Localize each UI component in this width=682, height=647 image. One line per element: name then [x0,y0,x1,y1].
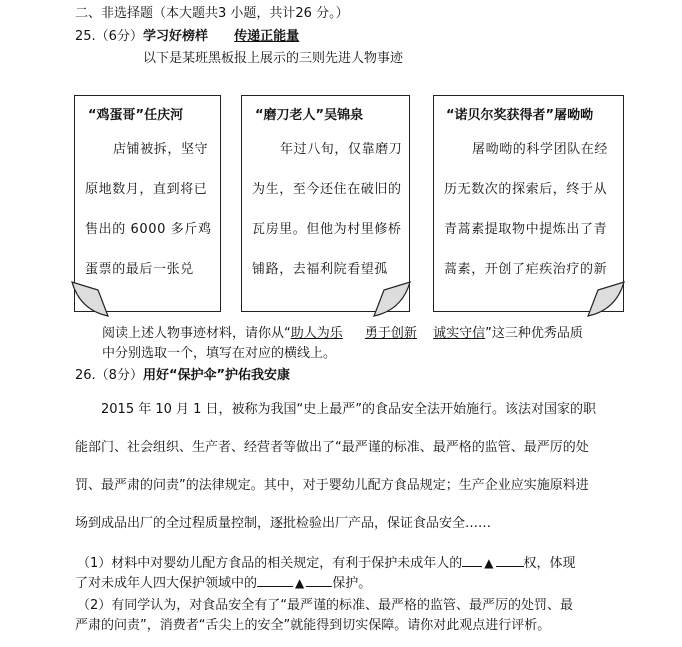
q26-sub1-text: 保护。 [332,576,372,591]
q26-number: 26.（8分） [75,368,143,383]
q26-sub1-line-1 [77,554,576,572]
card-1-line: 售出的 6000 多斤鸡 [85,222,212,237]
card-1-line: 店铺被拆，坚守 [113,142,209,157]
card-3-line: 青蒿素提取物中提炼出了青 [444,222,608,237]
card-3-line: 屠呦呦的科学团队在经 [472,142,609,157]
q25-header [75,29,299,45]
q25-number: 25.（6分） [75,29,143,44]
q25-task-line-1 [102,326,583,342]
page-curl-icon [372,280,412,320]
blank-marker-icon: ▲ [484,556,494,570]
q26-paragraph-line: 场到成品出厂的全过程质量控制，逐批检验出厂产品，保证食品安全…… [75,516,492,531]
answer-blank[interactable] [462,554,482,567]
q26-title: 用好“保护伞”护佑我安康 [142,368,291,383]
answer-blank[interactable] [306,574,332,587]
card-1-title: “鸡蛋哥”任庆河 [88,108,184,123]
q25-subtitle: 传递正能量 [234,29,300,44]
quality-option: 助人为乐 [290,326,343,341]
blank-marker-icon: ▲ [295,576,305,590]
card-2-line: 铺路，去福利院看望孤 [252,262,389,277]
card-2-line: 瓦房里。但他为村里修桥 [252,222,402,237]
q26-paragraph-line: 2015 年 10 月 1 日，被称为我国“史上最严”的食品安全法开始施行。该法对国家的职 [101,402,597,417]
card-1-line: 原地数月，直到将已 [85,182,208,197]
card-2-line: 年过八旬，仅靠磨刀 [280,142,403,157]
q25-task-text: 阅读上述人物事迹材料，请你从“ [102,326,291,341]
q26-sub1-line-2 [75,574,371,592]
quality-option: 勇于创新 [364,326,417,341]
q25-title: 学习好榜样 [142,29,208,44]
card-2-line: 为生，至今还住在破旧的 [252,182,402,197]
section-heading: 二、非选择题（本大题共3 小题，共计26 分。） [75,6,349,21]
q26-sub1-text: 了对未成年人四大保护领域中的 [75,576,258,591]
q26-paragraph-line: 罚、最严肃的问责”的法律规定。其中，对于婴幼儿配方食品规定；生产企业应实施原料进 [75,478,589,493]
card-1-line: 蛋票的最后一张兑 [85,262,194,277]
q26-sub1-text: （1）材料中对婴幼儿配方食品的相关规定，有利于保护未成年人的 [77,556,463,571]
card-2-title: “磨刀老人”吴锦泉 [255,108,364,123]
q26-paragraph-line: 能部门、社会组织、生产者、经营者等做出了“最严谨的标准、最严格的监管、最严厉的处 [75,440,589,455]
card-3-line: 历无数次的探索后，终于从 [444,182,608,197]
card-3-title: “诺贝尔奖获得者”屠呦呦 [446,108,594,123]
answer-blank[interactable] [257,574,293,587]
q26-sub2-line-1: （2）有同学认为，对食品安全有了“最严谨的标准、最严格的监管、最严厉的处罚、最 [77,598,574,613]
q25-task-line-2: 中分别选取一个，填写在对应的横线上。 [102,346,337,361]
page-curl-icon [586,280,626,320]
q26-sub1-text: 权，体现 [523,556,576,571]
q25-task-text: ”这三种优秀品质 [485,326,583,341]
quality-option: 诚实守信 [433,326,486,341]
card-3-line: 蒿素，开创了疟疾治疗的新 [444,262,608,277]
q26-sub2-line-2: 严肃的问责”，消费者“舌尖上的安全”就能得到切实保障。请你对此观点进行评析。 [75,618,551,633]
page-curl-icon [70,280,110,320]
q25-intro: 以下是某班黑板报上展示的三则先进人物事迹 [143,51,404,66]
q26-header [75,368,290,384]
answer-blank[interactable] [496,554,524,567]
